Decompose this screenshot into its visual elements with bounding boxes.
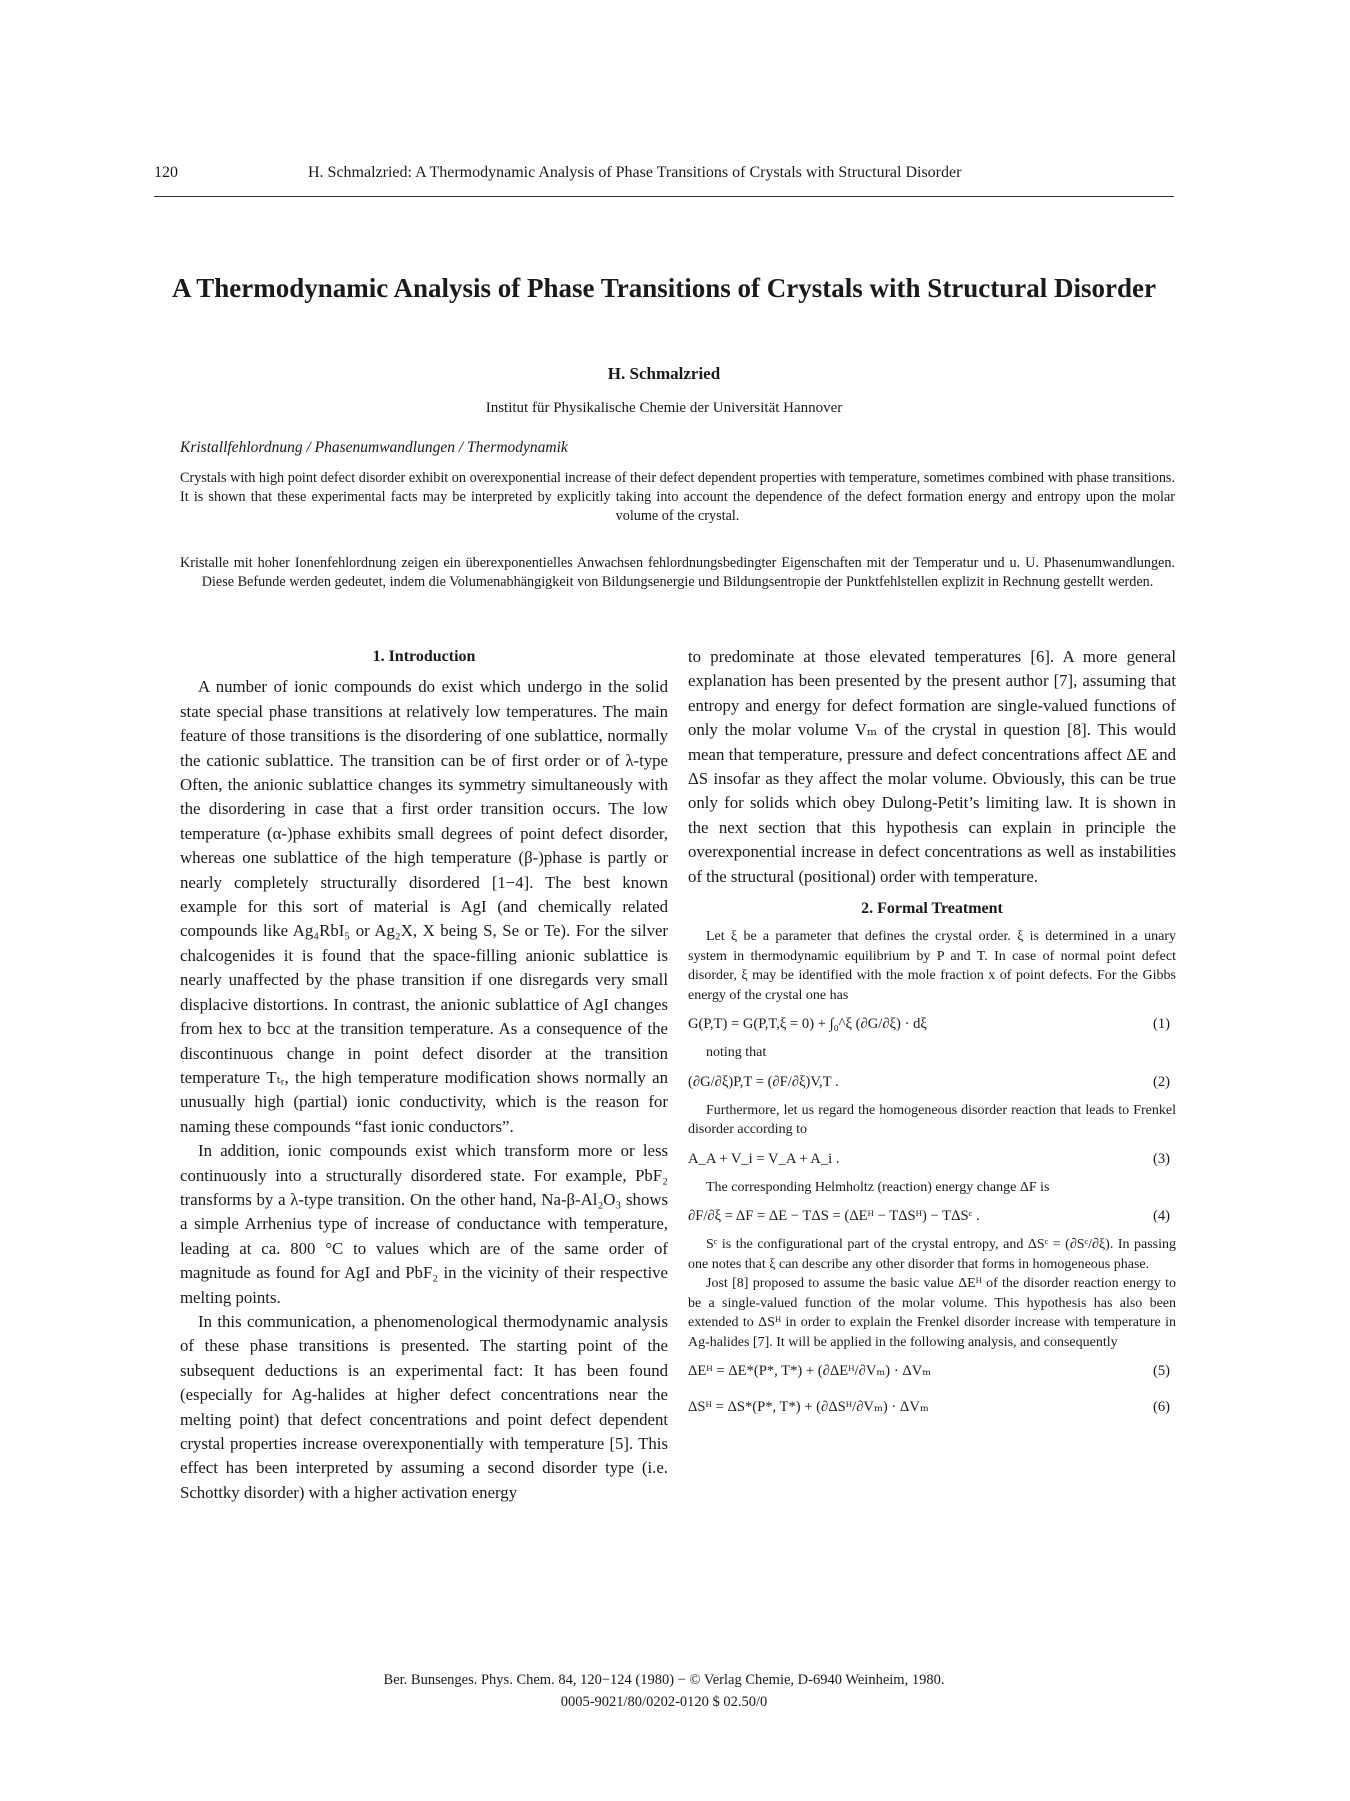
affiliation: Institut für Physikalische Chemie der Universität Hannover xyxy=(485,400,843,416)
author: H. Schmalzried xyxy=(607,364,721,383)
intro-paragraph-2: In addition, ionic compounds exist which transform more or less continuously into a structurally disordered state. For example, PbF₂ transforms by a λ-type transition. On the other hand, Na-β-Al₂O₃ shows a simple Arrhenius type of increase of conductance with temperature, leading at ca. 800 °C to values which are of the same order of magnitude as found for AgI and PbF₂ in the vicinity of their respective melting points. xyxy=(180,1141,668,1307)
noting-that: noting that xyxy=(706,1045,767,1061)
section-heading-introduction: 1. Introduction xyxy=(372,648,476,665)
issn-footer: 0005-9021/80/0202-0120 $ 02.50/0 xyxy=(560,1694,768,1710)
formal-paragraph-3: The corresponding Helmholtz (reaction) energy change ΔF is xyxy=(706,1179,1050,1195)
equation-2-number: (2) xyxy=(1152,1073,1170,1090)
formal-paragraph-1: Let ξ be a parameter that defines the crystal order. ξ is determined in a unary system in thermodynamic equilibrium by P and T. In case of normal point defect disorder, ξ may be identified with the mole fraction x of point defects. For the Gibbs energy of the crystal one has xyxy=(688,929,1176,1003)
equation-3-body: A_A + V_i = V_A + A_i . xyxy=(688,1150,840,1167)
equation-6-number: (6) xyxy=(1152,1399,1170,1416)
equation-2-body: (∂G/∂ξ)P,T = (∂F/∂ξ)V,T . xyxy=(688,1073,839,1090)
equation-6 xyxy=(688,1390,1176,1424)
equation-3-number: (3) xyxy=(1152,1150,1170,1167)
intro-continuation: to predominate at those elevated temperatures [6]. A more general explanation has been presented by the present author [7], assuming that entropy and energy for defect formation are single-valued functions of only the molar volume Vₘ of the crystal in question [8]. This would mean that temperature, pressure and defect concentrations affect ΔE and ΔS insofar as they affect the molar volume. Obviously, this can be true only for solids which obey Dulong-Petit’s limiting law. It is shown in the next section that this hypothesis can explain in principle the overexponential increase in defect concentrations as well as instabilities of the structural (positional) order with temperature. xyxy=(688,647,1176,886)
page-number: 120 xyxy=(154,164,178,181)
running-head: H. Schmalzried: A Thermodynamic Analysis of Phase Transitions of Crystals with Structural Disorder xyxy=(308,164,962,181)
abstract-english: Crystals with high point defect disorder exhibit on overexponential increase of their defect dependent properties with temperature, sometimes combined with phase transitions. It is shown that these experimental facts may be interpreted by explicitly taking into account the dependence of the defect formation energy and entropy upon the molar volume of the crystal. xyxy=(180,470,1175,524)
abstract-german: Kristalle mit hoher Ionenfehlordnung zeigen ein überexponentielles Anwachsen fehlordnungsbedingter Eigenschaften mit der Temperatur und u. U. Phasenumwandlungen. Diese Befunde werden gedeutet, indem die Volumenabhängigkeit von Bildungsenergie und Bildungsentropie der Punktfehlstellen explizit in Rechnung gestellt werden. xyxy=(180,555,1175,590)
intro-paragraph-3: In this communication, a phenomenological thermodynamic analysis of these phase transitions is presented. The starting point of the subsequent deductions is an experimental fact: It has been found (especially for Ag-halides at higher defect concentrations near the melting point) that defect concentrations and point defect dependent crystal properties increase overexponentially with temperature [5]. This effect has been interpreted by assuming a second disorder type (i.e. Schottky disorder) with a higher activation energy xyxy=(180,1311,668,1502)
equation-1-body: G(P,T) = G(P,T,ξ = 0) + ∫₀^ξ (∂G/∂ξ) · dξ xyxy=(688,1016,927,1033)
header-rule xyxy=(154,196,1174,197)
equation-4-body: ∂F/∂ξ = ΔF = ΔE − TΔS = (ΔEᴴ − TΔSᴴ) − TΔSᶜ . xyxy=(688,1208,980,1225)
formal-paragraph-5: Jost [8] proposed to assume the basic value ΔEᴴ of the disorder reaction energy to be a single-valued function of the molar volume. This hypothesis has also been extended to ΔSᴴ in order to explain the Frenkel disorder increase with temperature in Ag-halides [7]. It will be applied in the following analysis, and consequently xyxy=(688,1276,1176,1350)
right-column xyxy=(688,645,1176,1426)
equation-1 xyxy=(688,1007,1176,1041)
citation-footer: Ber. Bunsenges. Phys. Chem. 84, 120−124 (1980) − © Verlag Chemie, D-6940 Weinheim, 1980. xyxy=(383,1672,945,1688)
equation-5-body: ΔEᴴ = ΔE*(P*, T*) + (∂ΔEᴴ/∂Vₘ) · ΔVₘ xyxy=(688,1363,932,1380)
formal-paragraph-4: Sᶜ is the configurational part of the crystal entropy, and ΔSᶜ = (∂Sᶜ/∂ξ). In passing one notes that ξ can describe any other disorder that forms in homogeneous phase. xyxy=(688,1237,1176,1272)
equation-3 xyxy=(688,1142,1176,1176)
formal-paragraph-2: Furthermore, let us regard the homogeneous disorder reaction that leads to Frenkel disorder according to xyxy=(688,1102,1176,1138)
paper-title: A Thermodynamic Analysis of Phase Transitions of Crystals with Structural Disorder xyxy=(171,273,1157,303)
section-heading-formal-treatment: 2. Formal Treatment xyxy=(861,900,1003,918)
equation-5-number: (5) xyxy=(1152,1363,1170,1380)
intro-paragraph-1: A number of ionic compounds do exist which undergo in the solid state special phase transitions at relatively low temperatures. The main feature of those transitions is the disordering of one sublattice, normally the cationic sublattice. The transition can be of first order or of λ-type Often, the anionic sublattice changes its symmetry simultaneously with the disordering in case that a first order transition occurs. The low temperature (α-)phase exhibits small degrees of point defect disorder, whereas one sublattice of the high temperature (β-)phase is partly or nearly completely structurally disordered [1−4]. The best known example for this sort of material is AgI (and chemically related compounds like Ag₄RbI₅ or Ag₂X, X being S, Se or Te). For the silver chalcogenides it is found that the space-filling anionic sublattice is nearly unaffected by the phase transition if one disregards very small displacive distortions. In contrast, the anionic sublattice of AgI changes from hex to bcc at the transition temperature. As a consequence of the discontinuous change in point defect disorder at the transition temperature Tₜᵣ, the high temperature modification shows normally an unusually high (partial) ionic conductivity, which is the reason for naming these compounds “fast ionic conductors”. xyxy=(180,677,668,1136)
equation-1-number: (1) xyxy=(1152,1016,1170,1033)
equation-4 xyxy=(688,1199,1176,1233)
equation-2 xyxy=(688,1065,1176,1099)
equation-4-number: (4) xyxy=(1152,1208,1170,1225)
equation-6-body: ΔSᴴ = ΔS*(P*, T*) + (∂ΔSᴴ/∂Vₘ) · ΔVₘ xyxy=(688,1399,929,1416)
formal-treatment-body xyxy=(688,927,1176,1424)
equation-5 xyxy=(688,1354,1176,1388)
keywords: Kristallfehlordnung / Phasenumwandlungen / Thermodynamik xyxy=(180,439,568,456)
left-column xyxy=(180,645,668,1505)
